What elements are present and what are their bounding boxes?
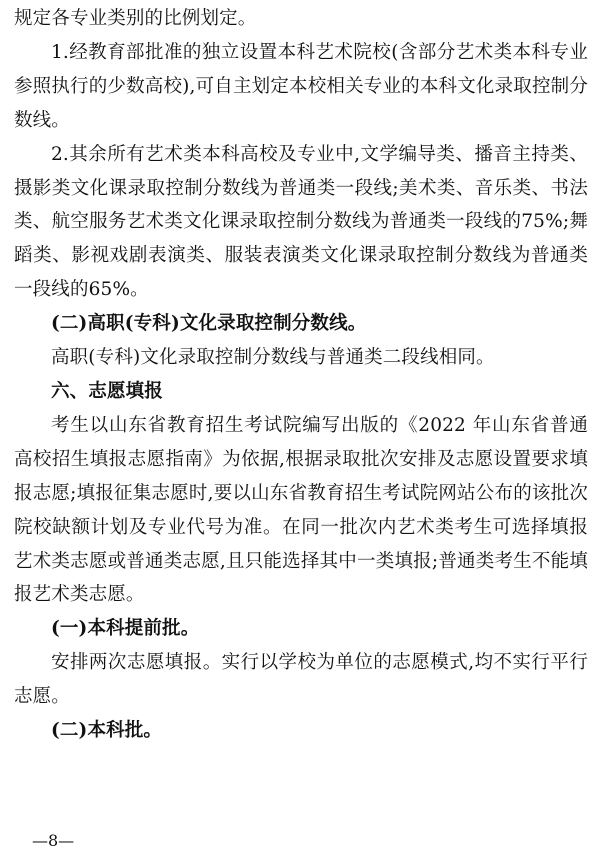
subheading-early-batch: (一)本科提前批。	[51, 618, 200, 640]
paragraph-item-1: 1.经教育部批准的独立设置本科艺术院校(含部分艺术类本科专业参照执行的少数高校),可自主划定本校相关专业的本科文化录取控制分数线。	[14, 41, 588, 131]
document-page	[14, 2, 588, 748]
paragraph-early-batch: 安排两次志愿填报。实行以学校为单位的志愿模式,均不实行平行志愿。	[14, 652, 588, 708]
paragraph-item-2: 2.其余所有艺术类本科高校及专业中,文学编导类、播音主持类、摄影类文化课录取控制分数线为普通类一段线;美术类、音乐类、书法类、航空服务艺术类文化课录取控制分数线为普通类一段线的75%;舞蹈类、影视戏剧表演类、服装表演类文化课录取控制分数线为普通类一段线的65%。	[14, 143, 588, 301]
paragraph-application: 考生以山东省教育招生考试院编写出版的《2022 年山东省普通高校招生填报志愿指南》为依据,根据录取批次安排及志愿设置要求填报志愿;填报征集志愿时,要以山东省教育招生考试院网站公布的该批次院校缺额计划及专业代号为准。在同一批次内艺术类考生可选择填报艺术类志愿或普通类志愿,且只能选择其中一类填报;普通类考生不能填报艺术类志愿。	[14, 414, 588, 606]
section-heading-application: 六、志愿填报	[51, 380, 163, 402]
subheading-vocational: (二)高职(专科)文化录取控制分数线。	[51, 313, 367, 335]
paragraph-vocational: 高职(专科)文化录取控制分数线与普通类二段线相同。	[51, 347, 495, 369]
subheading-undergraduate-batch: (二)本科批。	[51, 720, 163, 742]
page-number: —8—	[32, 831, 75, 850]
paragraph-continuation: 规定各专业类别的比例划定。	[14, 8, 257, 29]
